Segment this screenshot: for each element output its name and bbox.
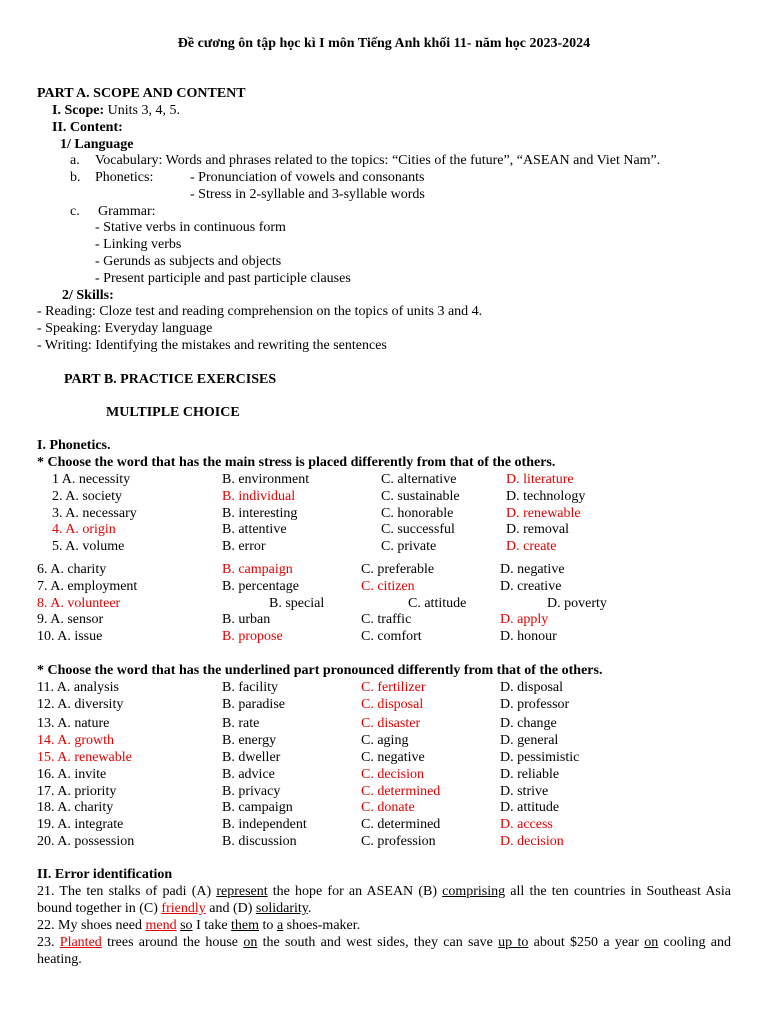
option-d: D. negative <box>500 562 565 577</box>
option-a-answer: 15. A. renewable <box>37 750 132 765</box>
option-b: B. independent <box>222 817 307 832</box>
option-a: 5. A. volume <box>52 539 125 554</box>
q21-text: the hope for an ASEAN (B) <box>267 884 443 899</box>
option-c: C. determined <box>361 817 441 832</box>
option-d: D. general <box>500 733 559 748</box>
option-b-answer: B. individual <box>222 489 296 504</box>
q23-text: trees around the house <box>101 935 244 950</box>
option-a: 3. A. necessary <box>52 506 137 521</box>
option-b: B. urban <box>222 612 271 627</box>
option-b: B. advice <box>222 767 275 782</box>
option-a-answer: 14. A. growth <box>37 733 114 748</box>
q23-underlined-c: up to <box>498 935 529 950</box>
option-d-answer: D. decision <box>500 834 564 849</box>
option-a: 13. A. nature <box>37 716 110 731</box>
option-c: C. alternative <box>381 472 457 487</box>
stress-instruction: * Choose the word that has the main stress is placed differently from that of the others. <box>37 455 556 470</box>
option-d-answer: D. renewable <box>506 506 581 521</box>
gram-item: - Linking verbs <box>95 237 182 252</box>
option-c-answer: C. decision <box>361 767 424 782</box>
option-b: B. campaign <box>222 800 293 815</box>
option-d: D. attitude <box>500 800 560 815</box>
option-b: B. discussion <box>222 834 297 849</box>
q21-text: all the ten countries in Southeast Asia bound together in (C) <box>37 884 731 916</box>
scope-label: I. Scope: <box>52 103 105 118</box>
phonetics-heading: I. Phonetics. <box>37 438 111 453</box>
option-d-answer: D. access <box>500 817 553 832</box>
option-d-answer: D. create <box>506 539 557 554</box>
option-c-answer: C. disposal <box>361 697 424 712</box>
question-21 <box>37 883 731 917</box>
option-a: 11. A. analysis <box>37 680 119 695</box>
option-d: D. removal <box>506 522 569 537</box>
option-a: 6. A. charity <box>37 562 107 577</box>
gram-item: - Gerunds as subjects and objects <box>95 254 282 269</box>
skill-item: - Speaking: Everyday language <box>37 321 213 336</box>
option-b-answer: B. campaign <box>222 562 293 577</box>
document-title: Đề cương ôn tập học kì I môn Tiếng Anh khối 11- năm học 2023-2024 <box>177 36 591 51</box>
skills-label: 2/ Skills: <box>62 288 114 303</box>
q23-text: about $250 a year <box>528 935 645 950</box>
option-d: D. professor <box>500 697 570 712</box>
q23-underlined-d: on <box>644 935 659 950</box>
option-d: D. technology <box>506 489 586 504</box>
option-a: 19. A. integrate <box>37 817 124 832</box>
option-c-answer: C. citizen <box>361 579 415 594</box>
q23-text: 23. <box>37 935 60 950</box>
phon-item-1: - Pronunciation of vowels and consonants <box>190 170 425 185</box>
phon-item-2: - Stress in 2-syllable and 3-syllable words <box>190 187 425 202</box>
vocab-prefix: a. <box>70 153 80 168</box>
option-c: C. negative <box>361 750 425 765</box>
option-b: B. special <box>269 596 325 611</box>
option-c: C. honorable <box>381 506 454 521</box>
option-b: B. facility <box>222 680 278 695</box>
option-c: C. traffic <box>361 612 412 627</box>
q22-text: to <box>259 918 277 933</box>
option-c-answer: C. donate <box>361 800 415 815</box>
vocab-text: Vocabulary: Words and phrases related to the topics: “Cities of the future”, “ASEAN and Viet Nam”. <box>95 153 661 168</box>
q21-underlined-b: comprising <box>442 884 506 899</box>
q23-underlined-a-answer: Planted <box>59 935 102 950</box>
option-a: 2. A. society <box>52 489 122 504</box>
mc-heading: MULTIPLE CHOICE <box>106 405 240 420</box>
option-b: B. percentage <box>222 579 299 594</box>
gram-prefix: c. <box>70 204 80 219</box>
option-b: B. paradise <box>222 697 285 712</box>
option-b: B. privacy <box>222 784 281 799</box>
q21-underlined-a: represent <box>216 884 268 899</box>
option-b-answer: B. propose <box>222 629 283 644</box>
option-a: 7. A. employment <box>37 579 138 594</box>
option-d: D. honour <box>500 629 557 644</box>
option-c: C. private <box>381 539 437 554</box>
option-d-answer: D. literature <box>506 472 574 487</box>
option-d: D. disposal <box>500 680 563 695</box>
option-c: C. sustainable <box>381 489 460 504</box>
option-b: B. attentive <box>222 522 287 537</box>
q22-text: 22. My shoes need <box>37 918 146 933</box>
option-d-answer: D. apply <box>500 612 549 627</box>
q21-underlined-c-answer: friendly <box>161 901 206 916</box>
pron-instruction: * Choose the word that has the underlined part pronounced differently from that of the others. <box>37 663 603 678</box>
option-a: 9. A. sensor <box>37 612 104 627</box>
q23-text: cooling and heating. <box>37 935 732 967</box>
option-b: B. dweller <box>222 750 281 765</box>
option-d: D. pessimistic <box>500 750 580 765</box>
q22-underlined-a-answer: mend <box>145 918 177 933</box>
option-a: 17. A. priority <box>37 784 117 799</box>
phon-prefix: b. <box>70 170 81 185</box>
content-label: II. Content: <box>52 120 123 135</box>
q21-text: 21. The ten stalks of padi (A) <box>37 884 217 899</box>
option-b: B. error <box>222 539 266 554</box>
option-c: C. preferable <box>361 562 435 577</box>
option-c: C. comfort <box>361 629 422 644</box>
q21-underlined-d: solidarity <box>255 901 308 916</box>
option-a: 20. A. possession <box>37 834 135 849</box>
option-c-answer: C. disaster <box>361 716 421 731</box>
option-c-answer: C. fertilizer <box>361 680 426 695</box>
option-c-answer: C. determined <box>361 784 441 799</box>
gram-item: - Stative verbs in continuous form <box>95 220 286 235</box>
option-a: 1 A. necessity <box>52 472 131 487</box>
skill-item: - Writing: Identifying the mistakes and rewriting the sentences <box>37 338 387 353</box>
skill-item: - Reading: Cloze test and reading comprehension on the topics of units 3 and 4. <box>37 304 483 319</box>
question-22 <box>37 917 360 934</box>
option-b: B. energy <box>222 733 277 748</box>
option-a: 16. A. invite <box>37 767 107 782</box>
q23-text: the south and west sides, they can save <box>257 935 499 950</box>
scope-line <box>52 102 180 119</box>
option-d: D. change <box>500 716 557 731</box>
option-a: 10. A. issue <box>37 629 103 644</box>
option-c: C. successful <box>381 522 455 537</box>
option-a: 12. A. diversity <box>37 697 124 712</box>
q22-text: I take <box>192 918 232 933</box>
part-b-heading: PART B. PRACTICE EXERCISES <box>64 372 277 387</box>
option-b: B. interesting <box>222 506 298 521</box>
q23-underlined-b: on <box>243 935 258 950</box>
q22-underlined-d: a <box>276 918 284 933</box>
option-a-answer <box>52 521 116 538</box>
option-a-text: 4. A. origin <box>52 522 116 537</box>
option-c: C. attitude <box>408 596 467 611</box>
part-a-heading: PART A. SCOPE AND CONTENT <box>37 86 246 101</box>
option-d: D. creative <box>500 579 562 594</box>
gram-item: - Present participle and past participle clauses <box>95 271 351 286</box>
q21-text: and (D) <box>205 901 256 916</box>
option-a: 18. A. charity <box>37 800 114 815</box>
error-heading: II. Error identification <box>37 867 173 882</box>
scope-text: Units 3, 4, 5. <box>104 103 180 118</box>
q22-underlined-c: them <box>231 918 260 933</box>
q21-text: . <box>307 901 312 916</box>
question-23 <box>37 934 731 968</box>
phon-label: Phonetics: <box>95 170 154 185</box>
option-b: B. environment <box>222 472 310 487</box>
language-label: 1/ Language <box>60 137 134 152</box>
option-d: D. reliable <box>500 767 560 782</box>
option-c: C. profession <box>361 834 436 849</box>
q22-underlined-b: so <box>180 918 193 933</box>
option-c: C. aging <box>361 733 409 748</box>
option-d: D. strive <box>500 784 549 799</box>
q22-text: shoes-maker. <box>283 918 361 933</box>
gram-label: Grammar: <box>98 204 156 219</box>
option-d: D. poverty <box>547 596 607 611</box>
option-a-answer: 8. A. volunteer <box>37 596 121 611</box>
option-b: B. rate <box>222 716 260 731</box>
